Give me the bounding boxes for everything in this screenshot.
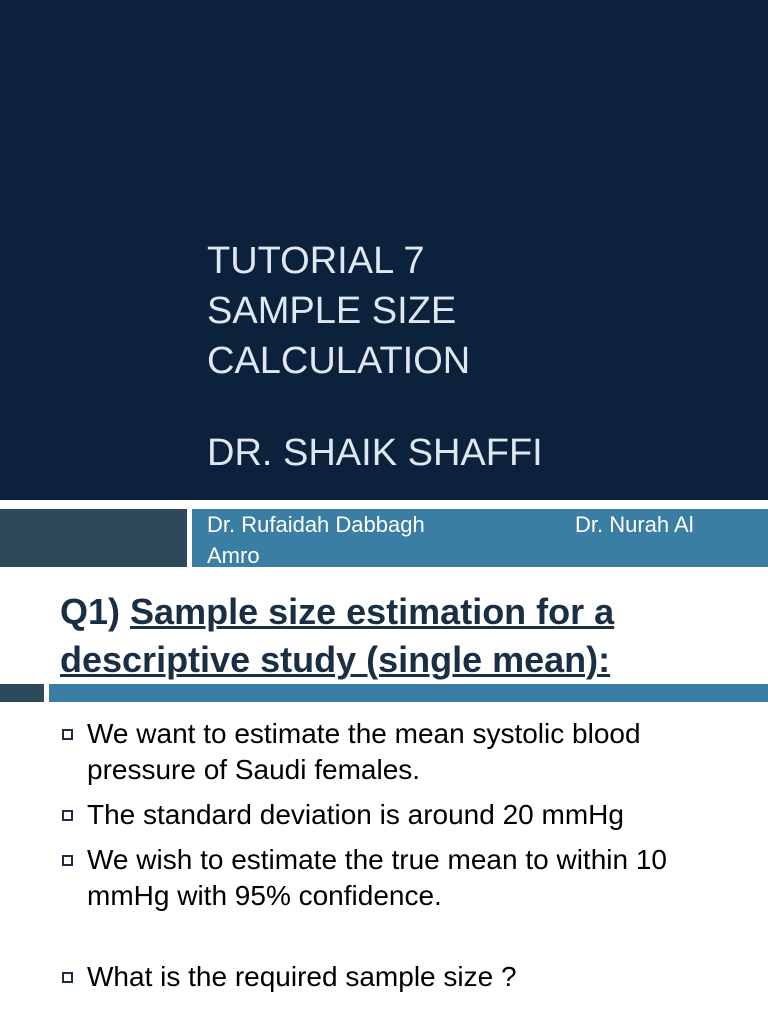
- bullet-item: [58, 842, 748, 914]
- title-line-2: SAMPLE SIZE: [207, 290, 457, 332]
- question-number: Q1): [60, 591, 121, 632]
- slide-title: [207, 236, 543, 478]
- title-line-1: TUTORIAL 7: [207, 240, 425, 282]
- bullet-text: What is the required sample size ?: [87, 961, 517, 992]
- authors-line: [207, 509, 747, 571]
- bullet-text: We wish to estimate the true mean to within 10 mmHg with 95% confidence.: [87, 844, 667, 911]
- title-line-3: CALCULATION: [207, 340, 471, 382]
- divider-left-block: [0, 684, 44, 702]
- square-bullet-icon: [62, 810, 73, 821]
- author-second-part1: Dr. Nurah Al: [575, 512, 694, 537]
- band-left-block: [0, 509, 187, 567]
- bullet-item: [58, 959, 748, 995]
- square-bullet-icon: [62, 855, 73, 866]
- bullet-item: [58, 716, 748, 788]
- presenter-name: DR. SHAIK SHAFFI: [207, 432, 543, 474]
- divider-right-block: [49, 684, 768, 702]
- author-first: Dr. Rufaidah Dabbagh: [207, 512, 425, 537]
- bullet-text: We want to estimate the mean systolic blood pressure of Saudi females.: [87, 718, 641, 785]
- bullet-list: [58, 716, 748, 1004]
- bullet-text: The standard deviation is around 20 mmHg: [87, 799, 624, 830]
- bullet-item: [58, 797, 748, 833]
- question-text: Sample size estimation for a descriptive study (single mean):: [60, 591, 615, 680]
- square-bullet-icon: [62, 729, 73, 740]
- title-spacer: [207, 386, 543, 428]
- question-heading: [60, 588, 760, 684]
- title-panel: [0, 0, 768, 500]
- author-second-part2: Amro: [207, 543, 260, 568]
- square-bullet-icon: [62, 972, 73, 983]
